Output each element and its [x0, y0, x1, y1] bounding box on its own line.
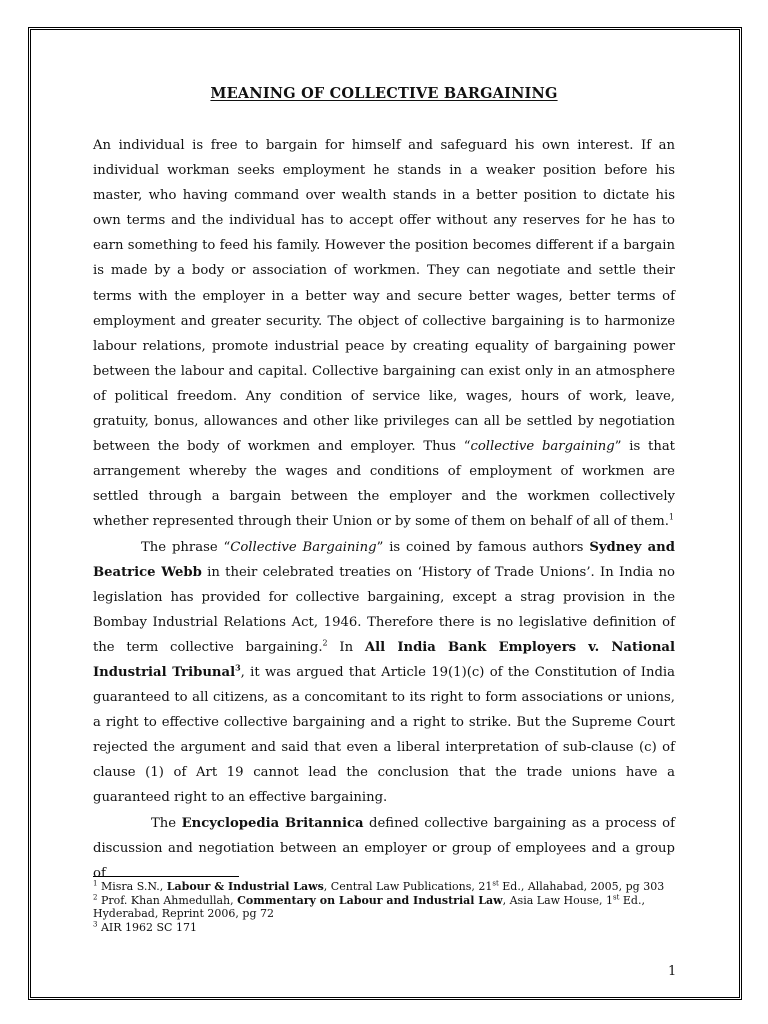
footnote-2-text-b: , Asia Law House, 1 [502, 893, 613, 907]
footnotes [93, 876, 675, 934]
p3-text-a: The [151, 815, 182, 831]
footnote-1-text-b: , Central Law Publications, 21 [323, 880, 493, 893]
document-title: MEANING OF COLLECTIVE BARGAINING [210, 85, 558, 102]
p2-text-b: ” is coined by famous authors [376, 539, 590, 555]
footnote-3-number: 3 [93, 919, 98, 928]
footnote-2 [93, 894, 675, 921]
footnote-1-number: 1 [93, 879, 98, 888]
footnote-ref-2: 2 [322, 638, 328, 648]
paragraph-2 [93, 535, 675, 811]
p3-source: Encyclopedia Britannica [181, 815, 364, 831]
p3-text-b: defined collective bargaining as a process of discussion and negotiation between an employer or group of employees and a group of [93, 815, 675, 881]
p2-authors: Sydney and Beatrice Webb [93, 539, 675, 580]
p2-text-c: in their celebrated treaties on ‘History of Trade Unions’. In India no legislation has provided for collective bargaining, except a strag provision in the Bombay Industrial Relations Act, 1946. Therefore there is no legislative definition of the term collective bargaining. [93, 564, 675, 655]
p2-text-a: The phrase “ [141, 539, 231, 555]
footnote-ref-1: 1 [668, 513, 675, 523]
footnote-1-title: Labour & Industrial Laws [166, 880, 324, 893]
p2-case-name: All India Bank Employers v. National Industrial Tribunal [93, 639, 675, 680]
footnote-2-text-c: Ed., Hyderabad, Reprint 2006, pg 72 [93, 893, 645, 920]
footnote-1-text-c: Ed., Allahabad, 2005, pg 303 [498, 880, 665, 893]
footnote-separator [93, 876, 239, 877]
p2-text-d: In [327, 639, 365, 655]
paragraph-1 [93, 133, 675, 535]
p1-text-b: ” is that arrangement whereby the wages and conditions of employment of workmen are settled through a bargain between the employer and the workmen collectively whether represented through their Union or by some of them on behalf of all of them. [93, 439, 675, 530]
p2-emphasis: Collective Bargaining [230, 539, 377, 555]
p2-text-e: , it was argued that Article 19(1)(c) of the Constitution of India guaranteed to all citizens, as a concomitant to its right to form associations or unions, a right to effective collective bargaining and a right to strike. But the Supreme Court rejected the argument and said that even a liberal interpretation of sub-clause (c) of clause (1) of Art 19 cannot lead the conclusion that the trade unions have a guaranteed right to an effective bargaining. [93, 664, 675, 806]
paragraph-3 [93, 811, 675, 886]
footnote-1-text-a: Misra S.N., [97, 880, 167, 893]
footnote-2-title: Commentary on Labour and Industrial Law [237, 893, 503, 907]
p1-text-a: An individual is free to bargain for himself and safeguard his own interest. If an individual workman seeks employment he stands in a weaker position before his master, who having command over wealth stands in a better position to dictate his own terms and the individual has to accept offer without any reserves for he has to earn something to feed his family. However the position becomes different if a bargain is made by a body or association of workmen. They can negotiate and settle their terms with the employer in a better way and secure better wages, better terms of employment and greater security. The object of collective bargaining is to harmonize labour relations, promote industrial peace by creating equality of bargaining power between the labour and capital. Collective bargaining can exist only in an atmosphere of political freedom. Any condition of service like, wages, hours of work, leave, gratuity, bonus, allowances and other like privileges can all be settled by negotiation between the body of workmen and employer. Thus “ [93, 138, 675, 455]
footnote-2-text-a: Prof. Khan Ahmedullah, [97, 893, 238, 907]
footnote-2-number: 2 [93, 892, 98, 901]
p1-emphasis: collective bargaining [470, 439, 615, 455]
footnote-3 [93, 921, 675, 935]
page-number: 1 [668, 964, 677, 979]
footnote-2-ordinal: st [613, 892, 620, 901]
footnote-1-ordinal: st [492, 879, 499, 888]
footnote-3-text: AIR 1962 SC 171 [97, 920, 197, 934]
footnote-ref-3: 3 [235, 662, 241, 673]
footnote-1 [93, 880, 675, 894]
document-body [93, 85, 675, 886]
